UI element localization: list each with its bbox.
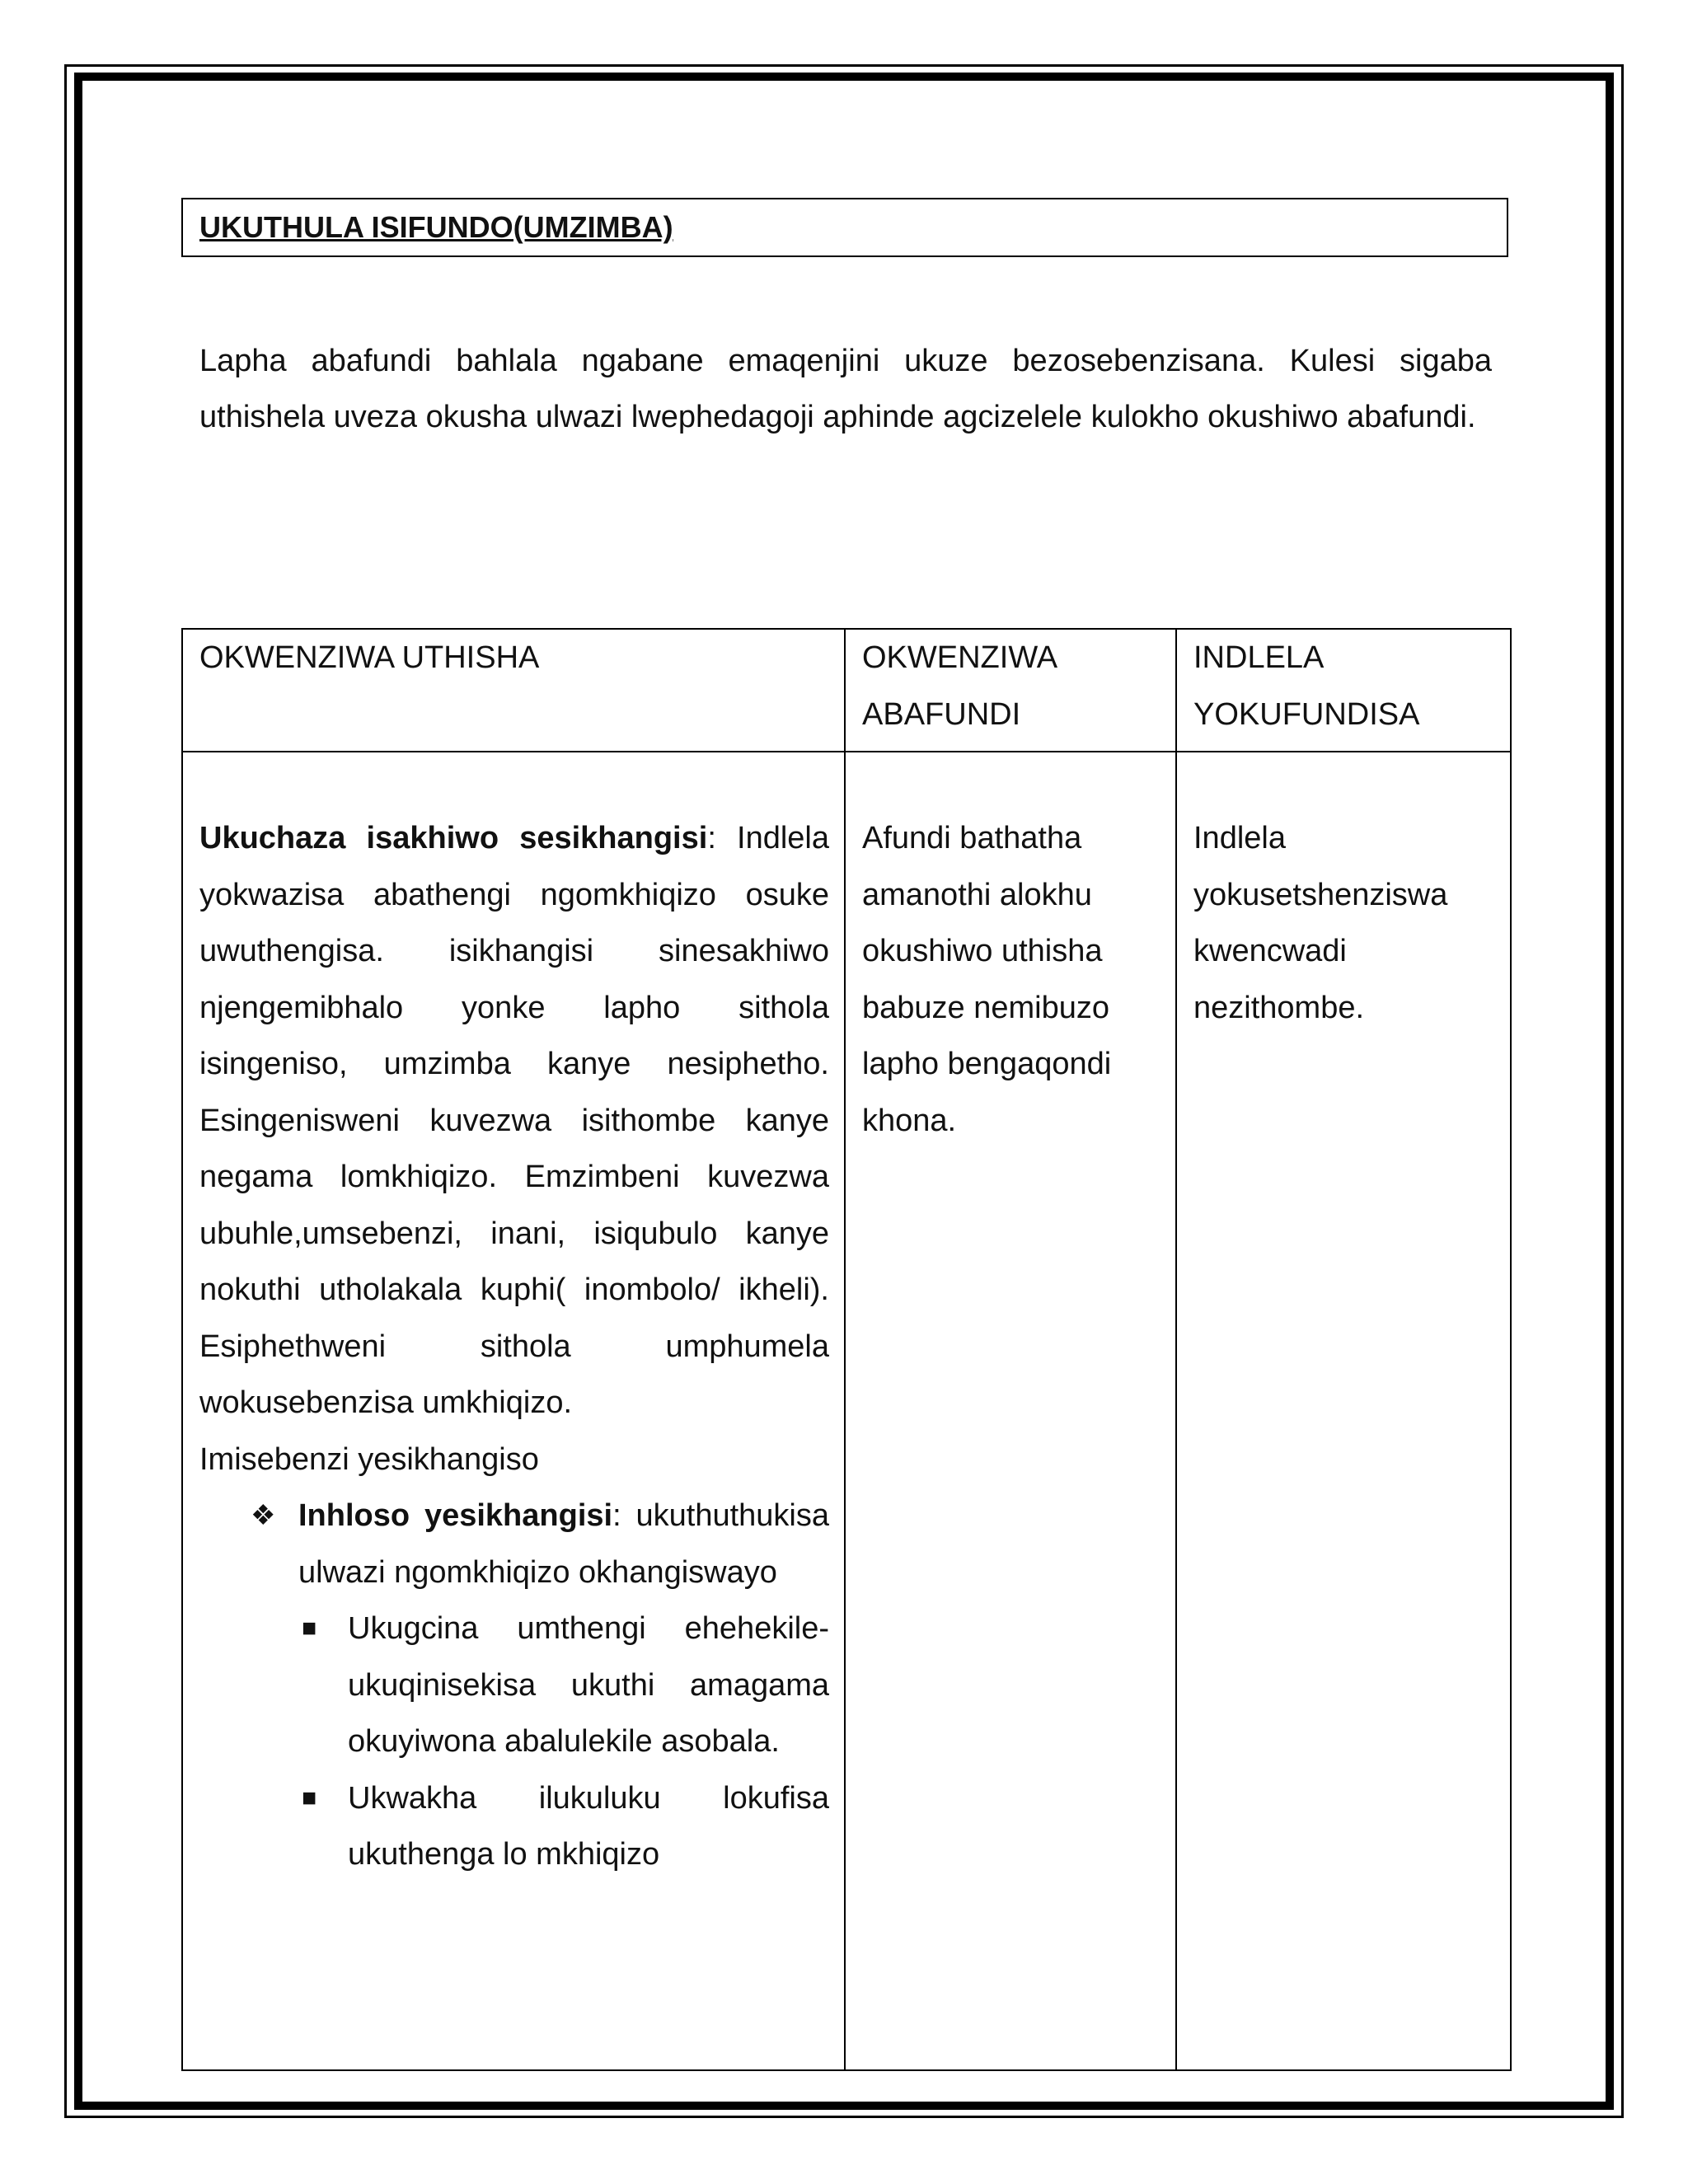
square-bullet-icon: ■ xyxy=(302,1783,317,1811)
intro-paragraph: Lapha abafundi bahlala ngabane emaqenjini ukuze bezosebenzisana. Kulesi sigaba uthishela uveza okusha ulwazi lwephedagoji aphinde agcizelele kulokho okushiwo abafundi. xyxy=(199,344,1492,434)
method-cell: Indlela yokusetshenziswa kwencwadi nezithombe. xyxy=(1176,752,1511,2070)
teacher-lead-bold: Ukuchaza isakhiwo sesikhangisi xyxy=(199,821,708,855)
teacher-lead-text: : Indlela yokwazisa abathengi ngomkhiqizo osuke uwuthengisa. isikhangisi sinesakhiwo njengemibhalo yonke lapho sithola isingeniso, umzimba kanye nesiphetho. Esingenisweni kuvezwa isithombe kanye negama lomkhiqizo. Emzimbeni kuvezwa ubuhle,umsebenzi, inani, isiqubulo kanye nokuthi utholakala kuphi( inombolo/ ikheli). Esiphethweni sithola umphumela wokusebenzisa umkhiqizo. xyxy=(199,821,829,1420)
teacher-cell xyxy=(182,752,845,2070)
table-row xyxy=(182,752,1511,2070)
bullet-bold: Inhloso yesikhangisi xyxy=(298,1498,613,1533)
page-title: UKUTHULA ISIFUNDO(UMZIMBA) xyxy=(199,210,673,244)
header-method: INDLELA YOKUFUNDISA xyxy=(1176,629,1511,752)
square-bullet-icon: ■ xyxy=(302,1615,317,1642)
teacher-description xyxy=(199,810,829,1432)
list-item xyxy=(199,1770,829,1883)
bullet-text: : ukuthuthukisa ulwazi ngomkhiqizo okhangiswayo xyxy=(298,1498,829,1590)
table-header-row xyxy=(182,629,1511,752)
lesson-table xyxy=(181,628,1512,2071)
list-item xyxy=(199,1601,829,1770)
sub-item-text: Ukugcina umthengi ehehekile- ukuqinisekisa ukuthi amagama okuyiwona abalulekile asobala. xyxy=(348,1611,829,1759)
header-teacher: OKWENZIWA UTHISHA xyxy=(182,629,845,752)
sub-list xyxy=(199,1601,829,1883)
learners-cell: Afundi bathatha amanothi alokhu okushiwo uthisha babuze nemibuzo lapho bengaqondi khona. xyxy=(845,752,1176,2070)
header-learners: OKWENZIWA ABAFUNDI xyxy=(845,629,1176,752)
diamond-bullet-icon: ❖ xyxy=(251,1500,276,1531)
heading-box xyxy=(181,198,1508,257)
list-item xyxy=(199,1488,829,1601)
sub-item-text: Ukwakha ilukuluku lokufisa ukuthenga lo mkhiqizo xyxy=(348,1780,829,1872)
functions-title: Imisebenzi yesikhangiso xyxy=(199,1441,539,1477)
